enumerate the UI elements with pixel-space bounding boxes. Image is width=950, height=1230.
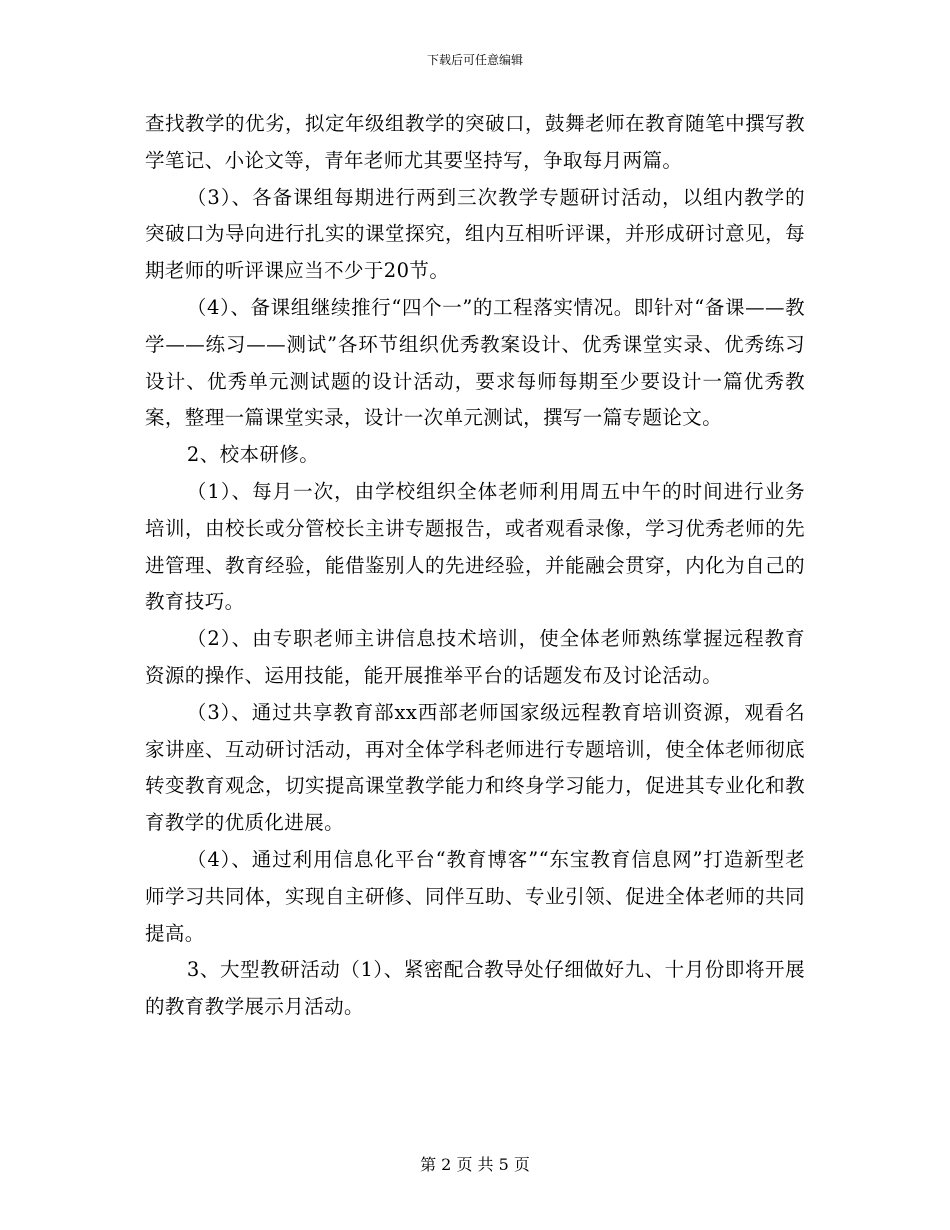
paragraph-item-3-lesson-prep: （3）、各备课组每期进行两到三次教学专题研讨活动，以组内教学的突破口为导向进行扎实的课堂探究，组内互相听评课，并形成研讨意见，每期老师的听评课应当不少于20节。	[145, 185, 805, 283]
paragraph-training-item-1: （1）、每月一次，由学校组织全体老师利用周五中午的时间进行业务培训，由校长或分管校长主讲专题报告，或者观看录像，学习优秀老师的先进管理、教育经验，能借鉴别人的先进经验，并能融会贯穿，内化为自己的教育技巧。	[145, 479, 805, 614]
page-header: 下载后可任意编辑	[426, 53, 523, 67]
paragraph-item-4-four-ones: （4）、备课组继续推行“四个一”的工程落实情况。即针对“备课——教学——练习——测试”各环节组织优秀教案设计、优秀课堂实录、优秀练习设计、优秀单元测试题的设计活动，要求每师每期至少要设计一篇优秀教案，整理一篇课堂实录，设计一次单元测试，撰写一篇专题论文。	[145, 295, 805, 430]
paragraph-training-item-4: （4）、通过利用信息化平台“教育博客”“东宝教育信息网”打造新型老师学习共同体，实现自主研修、同伴互助、专业引领、促进全体老师的共同提高。	[145, 847, 805, 945]
paragraph-training-item-3: （3）、通过共享教育部xx西部老师国家级远程教育培训资源，观看名家讲座、互动研讨活动，再对全体学科老师进行专题培训，使全体老师彻底转变教育观念，切实提高课堂教学能力和终身学习能力，促进其专业化和教育教学的优质化进展。	[145, 700, 805, 835]
page-number-footer: 第 2 页 共 5 页	[420, 1155, 530, 1174]
paragraph-continuation: 查找教学的优劣，拟定年级组教学的突破口，鼓舞老师在教育随笔中撰写教学笔记、小论文等，青年老师尤其要坚持写，争取每月两篇。	[145, 112, 805, 172]
section-heading-large-activities: 3、大型教研活动（1）、紧密配合教导处仔细做好九、十月份即将开展的教育教学展示月活动。	[145, 958, 805, 1019]
document-body	[145, 106, 805, 1026]
section-heading-school-training: 2、校本研修。	[186, 443, 320, 467]
paragraph-training-item-2: （2）、由专职老师主讲信息技术培训，使全体老师熟练掌握远程教育资源的操作、运用技能，能开展推举平台的话题发布及讨论活动。	[145, 627, 805, 687]
